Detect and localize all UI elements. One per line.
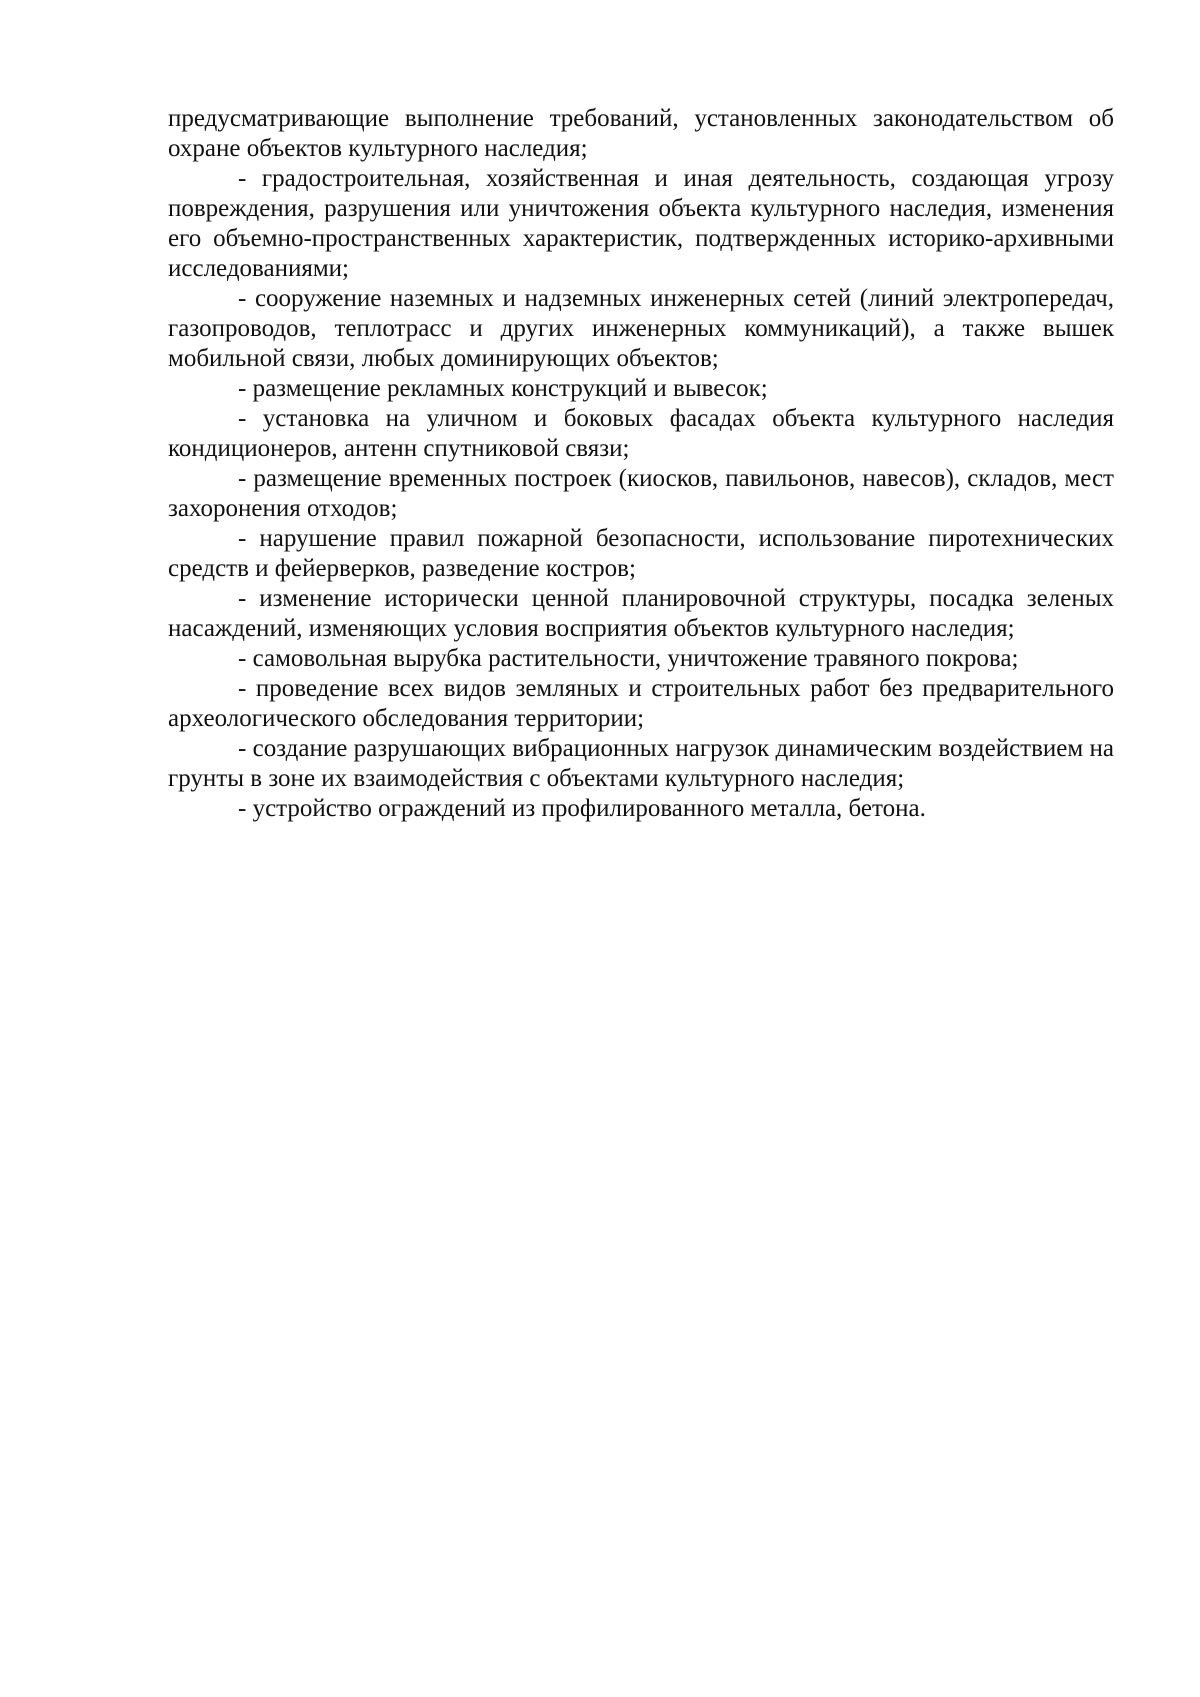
list-item: - самовольная вырубка растительности, уничтожение травяного покрова; [238,645,1019,672]
list-item: - нарушение правил пожарной безопасности, использование пиротехнических средств и фейерверков, разведение костров; [168,525,1114,582]
document-body [168,104,1114,824]
paragraph-continuation: предусматривающие выполнение требований, установленных законодательством об охране объектов культурного наследия; [168,105,1114,162]
list-item: - установка на уличном и боковых фасадах объекта культурного наследия кондиционеров, антенн спутниковой связи; [168,405,1114,462]
list-item: - устройство ограждений из профилированного металла, бетона. [238,795,926,822]
list-item: - проведение всех видов земляных и строительных работ без предварительного археологического обследования территории; [168,675,1114,732]
list-item: - размещение временных построек (киосков, павильонов, навесов), складов, мест захоронения отходов; [168,465,1114,522]
list-item: - создание разрушающих вибрационных нагрузок динамическим воздействием на грунты в зоне их взаимодействия с объектами культурного наследия; [168,735,1114,792]
list-item: - сооружение наземных и надземных инженерных сетей (линий электропередач, газопроводов, теплотрасс и других инженерных коммуникаций), а также вышек мобильной связи, любых доминирующих объектов; [168,285,1114,372]
list-item: - градостроительная, хозяйственная и иная деятельность, создающая угрозу повреждения, разрушения или уничтожения объекта культурного наследия, изменения его объемно-пространственных характеристик, подтвержденных историко-архивными исследованиями; [168,165,1114,282]
list-item: - изменение исторически ценной планировочной структуры, посадка зеленых насаждений, изменяющих условия восприятия объектов культурного наследия; [168,585,1114,642]
list-item: - размещение рекламных конструкций и вывесок; [238,375,768,402]
